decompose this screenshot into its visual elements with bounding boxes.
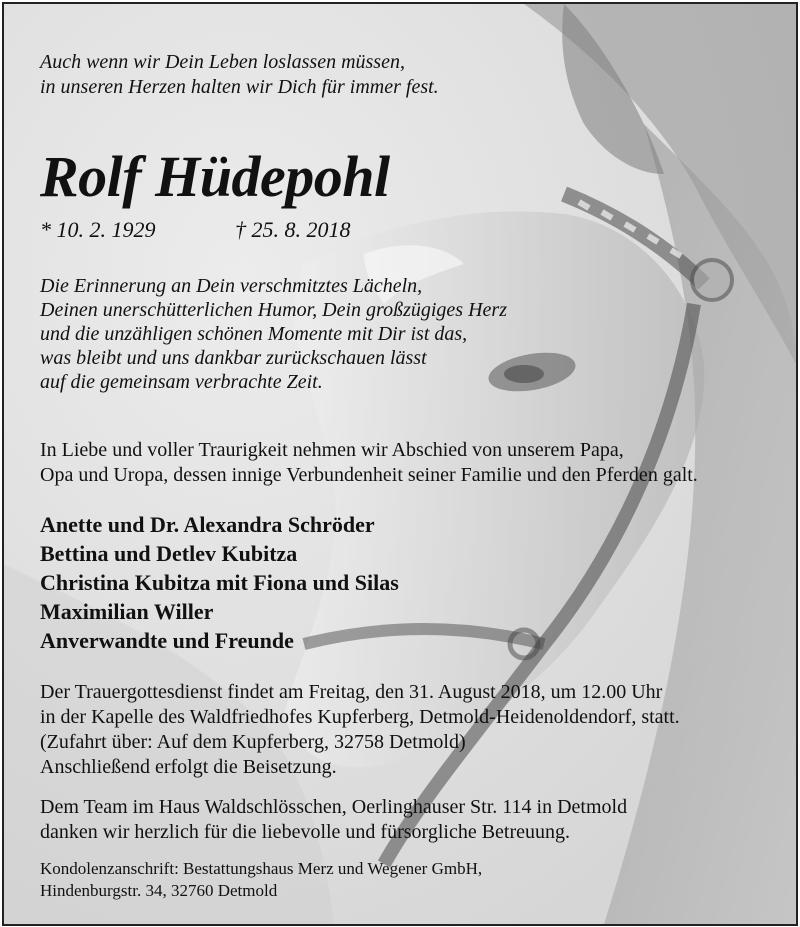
thanks-line: danken wir herzlich für die liebevolle und fürsorgliche Betreuung. [40,821,571,843]
service-line: Der Trauergottesdienst findet am Freitag, den 31. August 2018, um 12.00 Uhr [40,681,663,703]
farewell-line: Opa und Uropa, dessen innige Verbundenheit seiner Familie und den Pferden galt. [40,464,698,486]
notice-text [4,4,796,924]
farewell-line: In Liebe und voller Traurigkeit nehmen wir Abschied von unserem Papa, [40,439,624,461]
funeral-service-info [40,680,680,780]
death-date: † 25. 8. 2018 [235,217,351,242]
obituary-notice [2,2,798,926]
memory-line: auf die gemeinsam verbrachte Zeit. [40,371,323,393]
condolence-line: Hindenburgstr. 34, 32760 Detmold [40,881,278,900]
deceased-name: Rolf Hüdepohl [40,144,390,209]
motto-verse [40,50,439,100]
mourner-name: Maximilian Willer [40,599,214,624]
condolence-line: Kondolenzanschrift: Bestattungshaus Merz und Wegener GmbH, [40,859,483,878]
mourner-name: Anette und Dr. Alexandra Schröder [40,512,375,537]
service-line: (Zufahrt über: Auf dem Kupferberg, 32758 Detmold) [40,731,466,753]
condolence-address [40,858,482,902]
memory-line: was bleibt und uns dankbar zurückschauen lässt [40,347,427,369]
memory-verse [40,274,507,394]
thanks-text [40,795,627,845]
motto-line: Auch wenn wir Dein Leben loslassen müssen, [40,51,405,73]
farewell-text [40,438,698,488]
memory-line: und die unzähligen schönen Momente mit Dir ist das, [40,323,468,345]
service-line: Anschließend erfolgt die Beisetzung. [40,756,337,778]
birth-date: * 10. 2. 1929 [40,217,156,242]
mourner-name: Christina Kubitza mit Fiona und Silas [40,570,399,595]
mourners-list [40,510,399,655]
service-line: in der Kapelle des Waldfriedhofes Kupferberg, Detmold-Heidenoldendorf, statt. [40,706,680,728]
thanks-line: Dem Team im Haus Waldschlösschen, Oerlinghauser Str. 114 in Detmold [40,796,628,818]
mourner-name: Bettina und Detlev Kubitza [40,541,298,566]
memory-line: Die Erinnerung an Dein verschmitztes Lächeln, [40,275,423,297]
life-dates [40,217,351,243]
memory-line: Deinen unerschütterlichen Humor, Dein großzügiges Herz [40,299,507,321]
motto-line: in unseren Herzen halten wir Dich für immer fest. [40,76,439,98]
mourner-name: Anverwandte und Freunde [40,628,294,653]
